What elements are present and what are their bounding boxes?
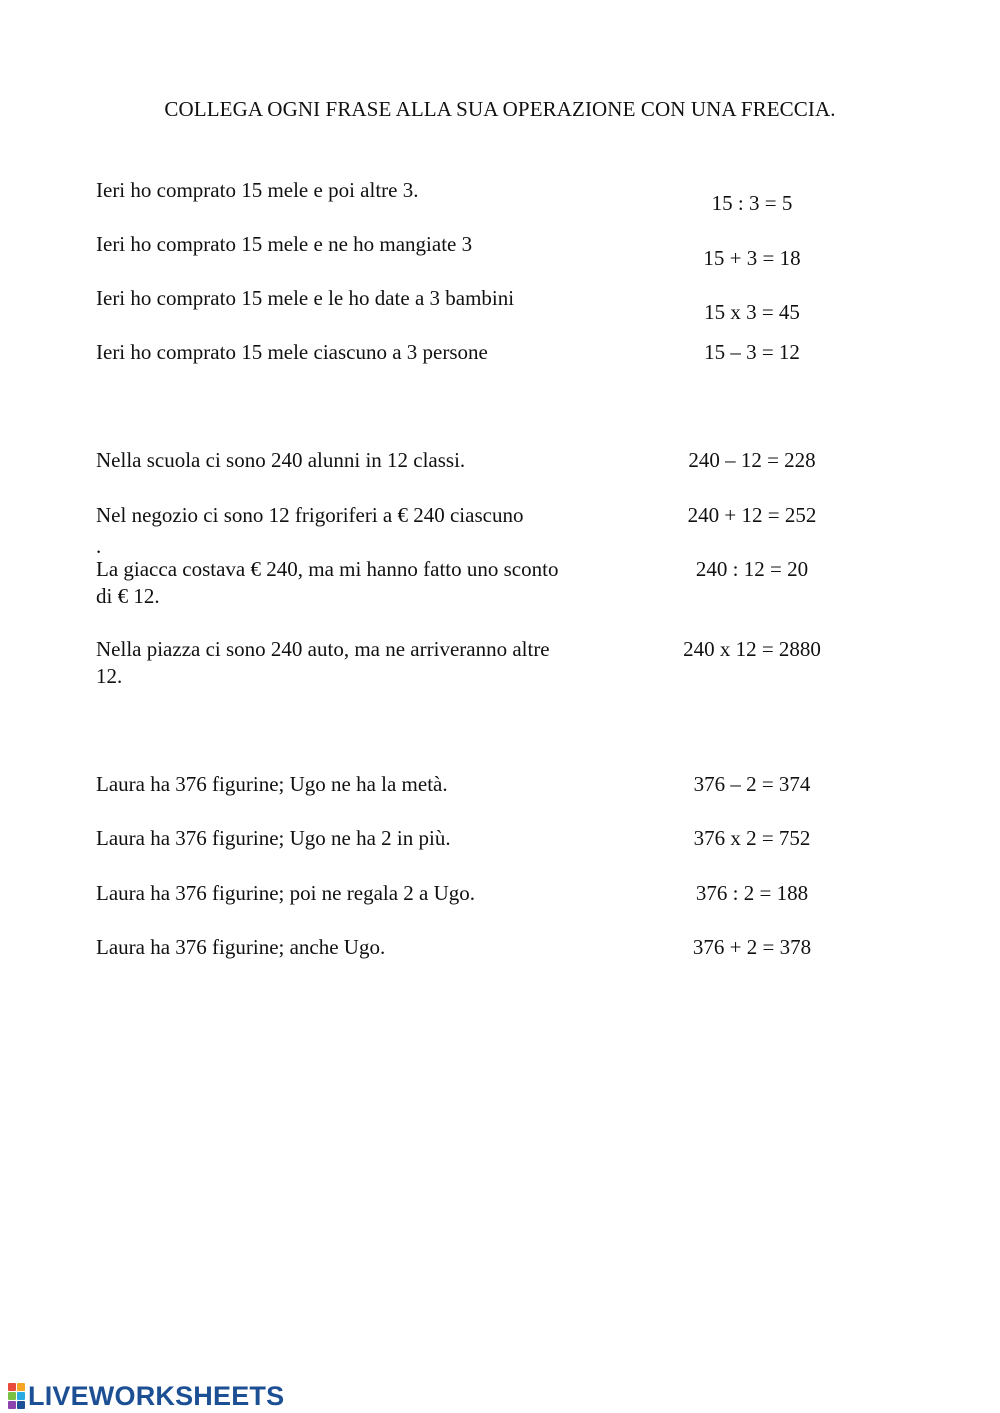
sentence-1-3: Ieri ho comprato 15 mele e le ho date a 3 bambini	[96, 286, 515, 310]
operation-3-3: 376 : 2 = 188	[695, 881, 809, 905]
operation-2-2: 240 + 12 = 252	[687, 503, 817, 527]
operation-1-3: 15 x 3 = 45	[704, 300, 800, 324]
sentence-3-3: Laura ha 376 figurine; poi ne regala 2 a Ugo.	[96, 881, 476, 905]
operation-3-2: 376 x 2 = 752	[693, 826, 811, 850]
operation-2-3: 240 : 12 = 20	[695, 557, 809, 581]
sentence-2-1: Nella scuola ci sono 240 alunni in 12 classi.	[96, 448, 466, 472]
sentence-1-2: Ieri ho comprato 15 mele e ne ho mangiate 3	[96, 232, 473, 256]
sentence-1-4: Ieri ho comprato 15 mele ciascuno a 3 persone	[96, 340, 488, 364]
operation-1-4: 15 – 3 = 12	[704, 340, 800, 364]
sentence-3-2: Laura ha 376 figurine; Ugo ne ha 2 in più.	[96, 826, 451, 850]
operation-1-2: 15 + 3 = 18	[703, 246, 801, 270]
operation-1-1: 15 : 3 = 5	[711, 191, 793, 215]
operation-3-4: 376 + 2 = 378	[692, 935, 812, 959]
liveworksheets-logo	[8, 1381, 284, 1411]
worksheet-title: COLLEGA OGNI FRASE ALLA SUA OPERAZIONE CON UNA FRECCIA.	[164, 97, 836, 121]
sentence-2-2: Nel negozio ci sono 12 frigoriferi a € 240 ciascuno	[96, 503, 524, 527]
operation-2-4: 240 x 12 = 2880	[683, 637, 821, 661]
sentence-3-4: Laura ha 376 figurine; anche Ugo.	[96, 935, 386, 959]
brand-name: LIVEWORKSHEETS	[28, 1380, 285, 1411]
sentence-2-3: La giacca costava € 240, ma mi hanno fatto uno sconto di € 12.	[96, 557, 559, 608]
sentence-1-1: Ieri ho comprato 15 mele e poi altre 3.	[96, 178, 419, 202]
sentence-3-1: Laura ha 376 figurine; Ugo ne ha la metà.	[96, 772, 448, 796]
logo-mark-icon	[8, 1383, 25, 1409]
sentence-2-4: Nella piazza ci sono 240 auto, ma ne arriveranno altre 12.	[96, 637, 550, 688]
stray-dot: .	[96, 534, 102, 558]
operation-3-1: 376 – 2 = 374	[693, 772, 811, 796]
operation-2-1: 240 – 12 = 228	[688, 448, 816, 472]
